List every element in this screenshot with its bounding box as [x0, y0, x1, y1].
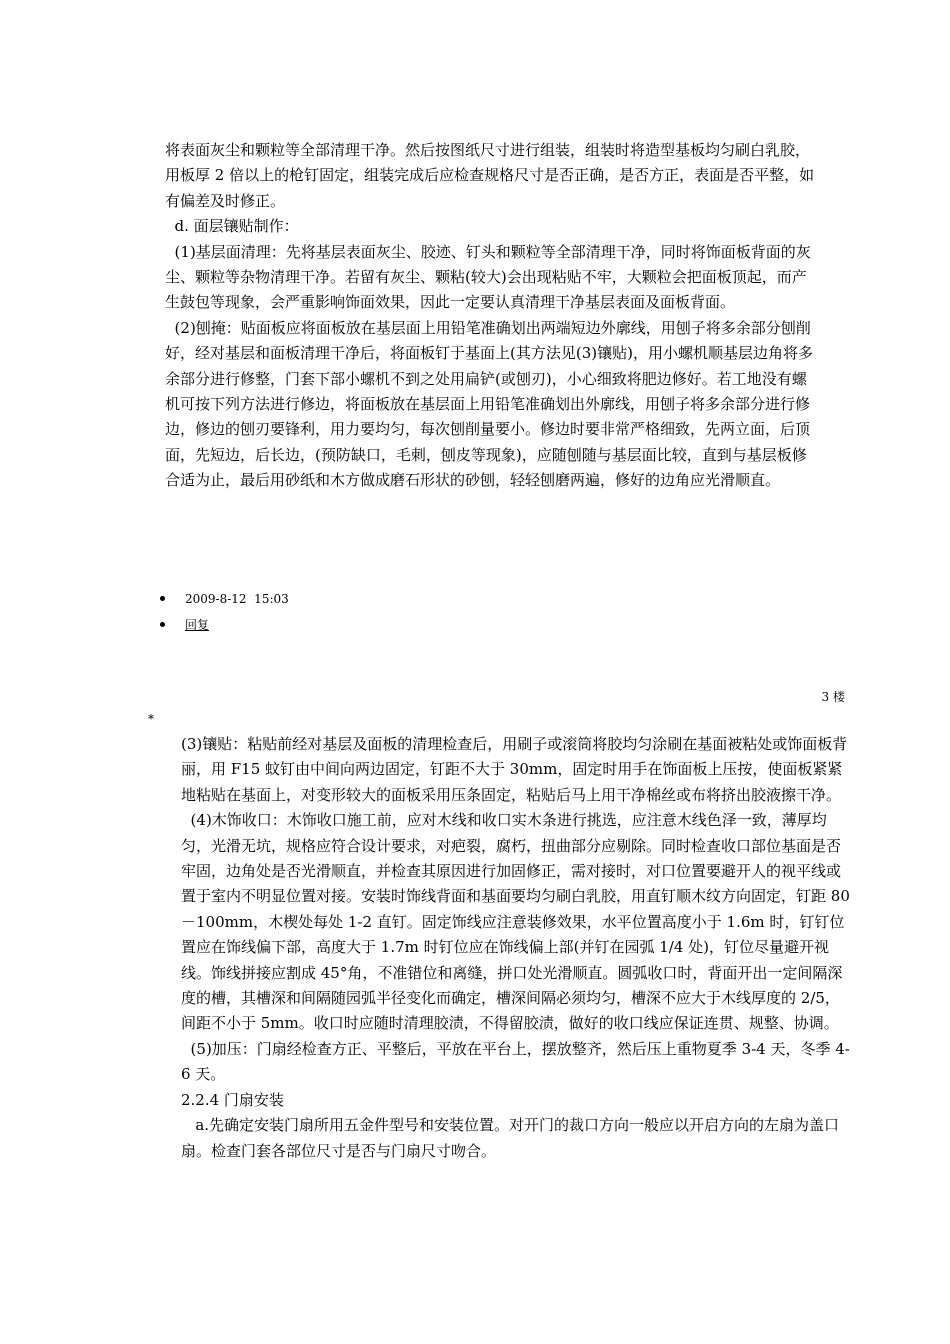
post-2-paragraph-2: (4)木饰收口：木饰收口施工前，应对木线和收口实木条进行挑选，应注意木线色泽一致，薄厚均匀，光滑无坑，规格应符合设计要求，对疤裂，腐朽，扭曲部分应剔除。同时检查收口部位基面是否牢固，边角处是否光滑顺直，并检查其原因进行加固修正，需对接时，对口位置要避开人的视平线或置于室内不明显位置对接。安装时饰线背面和基面要均匀刷白乳胶，用直钉顺木纹方向固定，钉距 80－100mm，木楔处每处 1-2 直钉。固定饰线应注意装修效果，水平位置高度小于 1.6m 时，钉钉位置应在饰线偏下部，高度大于 1.7m 时钉位应在饰线偏上部(并钉在园弧 1/4 处)，钉位尽量避开视线。饰线拼接应割成 45°角，不准错位和离缝，拼口处光滑顺直。圆弧收口时，背面开出一定间隔深度的槽，其槽深和间隔随园弧半径变化而确定，槽深间隔必须均匀，槽深不应大于木线厚度的 2/5，间距不小于 5mm。收口时应随时清理胶渍，不得留胶渍，做好的收口线应保证连贯、规整、协调。	[181, 811, 850, 1033]
post-1-paragraph-2: d. 面层镶贴制作：	[165, 217, 299, 236]
post-1-body	[165, 138, 815, 494]
section-heading-door-install: 2.2.4 门扇安装	[181, 1090, 284, 1109]
post-2-paragraph-3: (5)加压：门扇经检查方正、平整后，平放在平台上，摆放整齐，然后压上重物夏季 3-4 天，冬季 4-6 天。	[181, 1039, 850, 1084]
post-1-paragraph-4: (2)刨掩：贴面板应将面板放在基层面上用铅笔准确划出两端短边外廓线，用刨子将多余部分刨削好，经对基层和面板清理干净后，将面板钉于基面上(其方法见(3)镶贴)，用小螺机顺基层边角将多余部分进行修整，门套下部小螺机不到之处用扁铲(或刨刃)，小心细致将肥边修好。若工地没有螺机可按下列方法进行修边，将面板放在基层面上用铅笔准确划出外廓线，用刨子将多余部分进行修边，修边的刨刃要锋利，用力要均匀，每次刨削量要小。修边时要非常严格细致，先两立面，后顶面，先短边，后长边，(预防缺口，毛刺，刨皮等现象)，应随刨随与基层面比较，直到与基层板修合适为止，最后用砂纸和木方做成磨石形状的砂刨，轻轻刨磨两遍，修好的边角应光滑顺直。	[165, 318, 813, 490]
post-star-marker: *	[148, 712, 154, 726]
post-2-body	[181, 732, 851, 1164]
reply-item	[160, 612, 289, 638]
post-2-paragraph-1: (3)镶贴：粘贴前经对基层及面板的清理检查后，用刷子或滚筒将胶均匀涂刷在基面被粘处或饰面板背丽，用 F15 蚊钉由中间向两边固定，钉距不大于 30mm，固定时用手在饰面板上压按，使面板紧紧地粘贴在基面上，对变形较大的面板采用压条固定，粘贴后马上用干净棉丝或布将挤出胶液擦干净。	[181, 735, 848, 804]
post-2-paragraph-5: a.先确定安装门扇所用五金件型号和安装位置。对开门的裁口方向一般应以开启方向的左扇为盖口扇。检查门套各部位尺寸是否与门扇尺寸吻合。	[181, 1116, 840, 1160]
post-1-paragraph-1: 将表面灰尘和颗粒等全部清理干净。然后按图纸尺寸进行组装，组装时将造型基板均匀刷白乳胶，用板厚 2 倍以上的枪钉固定，组装完成后应检查规格尺寸是否正确，是否方正，表面是否平整，如有偏差及时修正。	[165, 141, 815, 210]
floor-number: 3 楼	[821, 690, 845, 704]
post-timestamp: 2009-8-12 15:03	[160, 586, 289, 612]
reply-link[interactable]: 回复	[185, 618, 210, 632]
post-1-paragraph-3: (1)基层面清理：先将基层表面灰尘、胶迹、钉头和颗粒等全部清理干净，同时将饰面板背面的灰尘、颗粒等杂物清理干净。若留有灰尘、颗粘(较大)会出现粘贴不牢，大颗粒会把面板顶起，而产生鼓包等现象，会严重影响饰面效果，因此一定要认真清理干净基层表面及面板背面。	[165, 242, 811, 312]
post-meta-list	[160, 586, 289, 638]
